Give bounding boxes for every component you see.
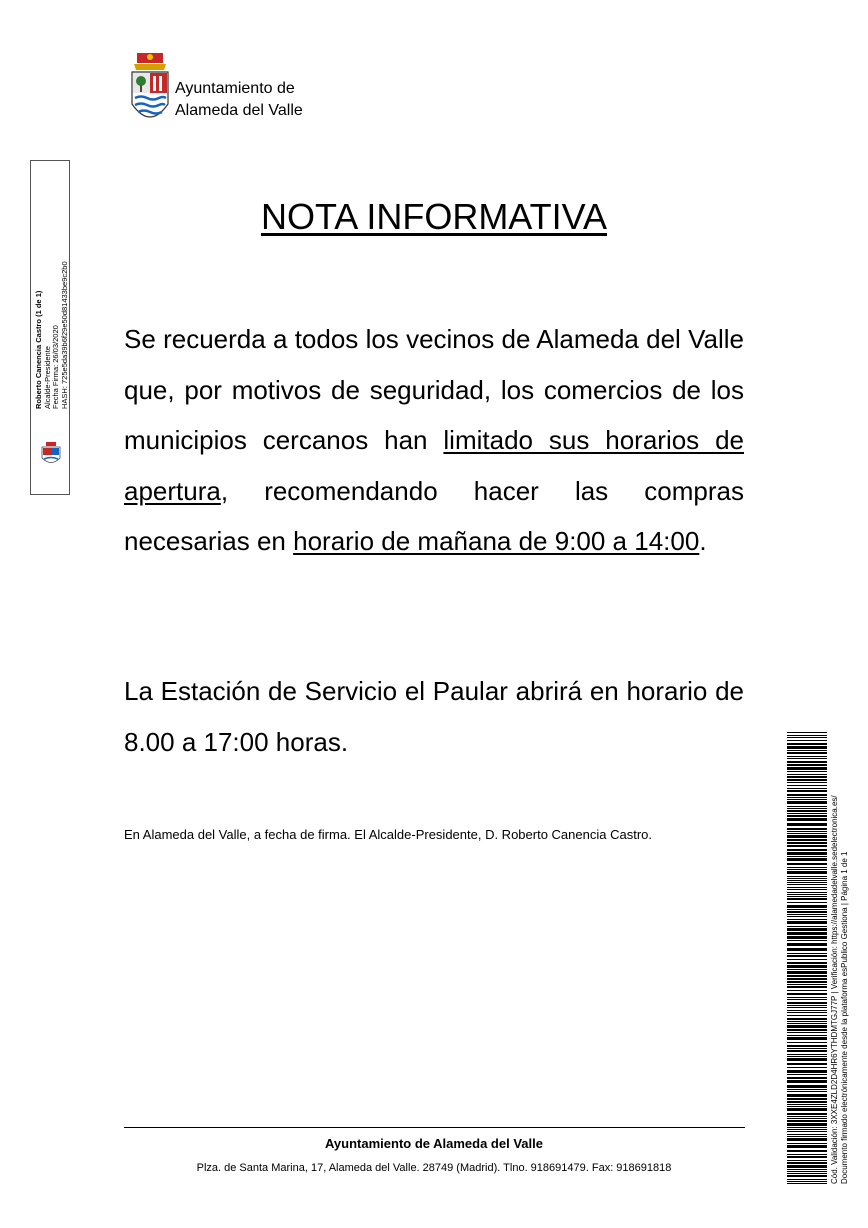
barcode-bar: [787, 1067, 827, 1068]
barcode-bar: [787, 871, 827, 874]
org-name: [175, 78, 303, 122]
barcode-bar: [787, 1131, 827, 1132]
barcode-bar: [787, 1183, 827, 1184]
barcode-bar: [787, 735, 827, 736]
barcode-bar: [787, 876, 827, 877]
barcode: [787, 732, 827, 1184]
barcode-bar: [787, 1160, 827, 1161]
barcode-bar: [787, 1085, 827, 1088]
barcode-bar: [787, 1175, 827, 1177]
barcode-bar: [787, 969, 827, 970]
barcode-bar: [787, 892, 827, 893]
barcode-bar: [787, 1056, 827, 1057]
barcode-bar: [787, 782, 827, 783]
document-title: NOTA INFORMATIVA: [260, 196, 607, 237]
barcode-bar: [787, 1171, 827, 1172]
barcode-bar: [787, 833, 827, 834]
barcode-bar: [787, 1091, 827, 1092]
barcode-bar: [787, 1018, 827, 1020]
barcode-bar: [787, 737, 827, 738]
barcode-bar: [787, 758, 827, 759]
signature-date: Fecha Firma: 26/03/2020: [51, 325, 60, 409]
barcode-bar: [787, 1118, 827, 1119]
barcode-bar: [787, 1162, 827, 1164]
barcode-bar: [787, 1113, 827, 1115]
barcode-bar: [787, 1143, 827, 1144]
municipal-logo: [128, 52, 348, 132]
barcode-bar: [787, 863, 827, 865]
barcode-bar: [787, 828, 827, 830]
signer-role: Alcalde-Presidente: [42, 346, 52, 409]
barcode-bar: [787, 932, 827, 935]
barcode-bar: [787, 867, 827, 868]
barcode-bar: [787, 984, 827, 985]
barcode-bar: [787, 1023, 827, 1024]
validation-text: [830, 724, 849, 1184]
barcode-bar: [787, 1134, 827, 1135]
barcode-bar: [787, 1029, 827, 1031]
barcode-bar: [787, 785, 827, 786]
barcode-bar: [787, 1063, 827, 1065]
barcode-bar: [787, 909, 827, 910]
barcode-bar: [787, 1010, 827, 1011]
barcode-bar: [787, 928, 827, 931]
barcode-bar: [787, 981, 827, 983]
barcode-bar: [787, 732, 827, 733]
barcode-bar: [787, 1070, 827, 1073]
barcode-bar: [787, 1123, 827, 1126]
barcode-bar: [787, 1050, 827, 1052]
morning-hours-emphasis: horario de mañana de 9:00 a 14:00: [293, 526, 700, 556]
barcode-bar: [787, 1042, 827, 1043]
barcode-bar: [787, 943, 827, 946]
notice-text: Se recuerda a todos los vecinos de Alameda del Valle que, por motivos de seguridad, los comercios de los municipios cercanos han: [124, 324, 744, 455]
barcode-bar: [787, 1181, 827, 1182]
barcode-bar: [787, 823, 827, 826]
barcode-bar: [787, 926, 827, 927]
barcode-bar: [787, 1025, 827, 1028]
barcode-bar: [787, 940, 827, 941]
footer-address: Plza. de Santa Marina, 17, Alameda del Valle. 28749 (Madrid). Tlno. 918691479. Fax: 918691818: [196, 1162, 672, 1174]
barcode-bar: [787, 884, 827, 885]
barcode-bar: [787, 902, 827, 903]
barcode-bar: [787, 978, 827, 980]
barcode-bar: [787, 788, 827, 789]
barcode-bar: [787, 835, 827, 838]
closing-paragraph: En Alameda del Valle, a fecha de firma. El Alcalde-Presidente, D. Roberto Canencia Castro.: [124, 827, 652, 842]
barcode-bar: [787, 797, 827, 798]
barcode-bar: [787, 999, 827, 1000]
barcode-bar: [787, 1002, 827, 1004]
barcode-bar: [787, 752, 827, 754]
barcode-bar: [787, 1077, 827, 1079]
footer-divider: [124, 1127, 745, 1128]
barcode-bar: [787, 767, 827, 770]
barcode-bar: [787, 1101, 827, 1103]
barcode-bar: [787, 743, 827, 745]
validation-code: Cód. Validación: 3XXE4ZLD2D4HR6YTHDMTGJ77P | Verificación: https://alamedadelvalle.sedelectronica.es/: [830, 795, 839, 1184]
barcode-bar: [787, 959, 827, 960]
barcode-bar: [787, 971, 827, 974]
barcode-bar: [787, 911, 827, 913]
barcode-bar: [787, 1145, 827, 1148]
barcode-bar: [787, 869, 827, 870]
barcode-bar: [787, 849, 827, 851]
barcode-bar: [787, 1045, 827, 1047]
notice-paragraph: [124, 314, 744, 567]
barcode-bar: [787, 1129, 827, 1130]
barcode-bar: [787, 776, 827, 778]
barcode-bar: [787, 842, 827, 844]
barcode-bar: [787, 856, 827, 857]
coat-of-arms-icon: [128, 52, 172, 130]
barcode-bar: [787, 990, 827, 991]
barcode-bar: [787, 887, 827, 888]
barcode-bar: [787, 1094, 827, 1097]
barcode-bar: [787, 1127, 827, 1128]
barcode-bar: [787, 1104, 827, 1105]
barcode-bar: [787, 882, 827, 883]
barcode-bar: [787, 878, 827, 879]
barcode-bar: [787, 815, 827, 817]
barcode-bar: [787, 1165, 827, 1168]
barcode-bar: [787, 1120, 827, 1122]
barcode-bar: [787, 1037, 827, 1040]
barcode-bar: [787, 1015, 827, 1016]
barcode-bar: [787, 1054, 827, 1055]
barcode-bar: [787, 1005, 827, 1006]
barcode-bar: [787, 1154, 827, 1155]
barcode-bar: [787, 919, 827, 920]
barcode-bar: [787, 986, 827, 988]
barcode-bar: [787, 813, 827, 814]
barcode-bar: [787, 1058, 827, 1061]
barcode-bar: [787, 810, 827, 812]
barcode-bar: [787, 1179, 827, 1180]
signature-hash: HASH: 725e5da39b6f29e50d81433be9c2b0: [59, 261, 69, 409]
barcode-bar: [787, 845, 827, 847]
barcode-bar: [787, 894, 827, 895]
notice-text-middle: , recomendando hacer las compras necesarias en: [124, 475, 744, 556]
barcode-bar: [787, 1048, 827, 1049]
notice-text-end: .: [699, 526, 707, 556]
gas-station-paragraph: La Estación de Servicio el Paular abrirá en horario de 8.00 a 17:00 horas.: [124, 676, 744, 757]
barcode-bar: [787, 774, 827, 775]
barcode-bar: [787, 993, 827, 995]
barcode-bar: [787, 756, 827, 757]
barcode-bar: [787, 1032, 827, 1033]
barcode-bar: [787, 916, 827, 917]
barcode-bar: [787, 799, 827, 800]
barcode-bar: [787, 1116, 827, 1117]
barcode-bar: [787, 1156, 827, 1158]
barcode-bar: [787, 955, 827, 957]
barcode-bar: [787, 1089, 827, 1090]
barcode-bar: [787, 953, 827, 954]
barcode-bar: [787, 1169, 827, 1170]
barcode-bar: [787, 761, 827, 763]
org-name-line1: Ayuntamiento de: [175, 80, 295, 97]
signature-text: [35, 79, 69, 409]
coat-of-arms-icon: [38, 441, 64, 467]
signer-name: Roberto Canencia Castro (1 de 1): [34, 290, 43, 409]
barcode-bar: [787, 801, 827, 804]
barcode-bar: [787, 1080, 827, 1083]
barcode-bar: [787, 1173, 827, 1174]
barcode-bar: [787, 794, 827, 796]
platform-note: Documento firmado electrónicamente desde la plataforma esPublico Gestiona | Página 1 de 1: [839, 851, 849, 1184]
barcode-bar: [787, 1012, 827, 1013]
org-name-line2: Alameda del Valle: [175, 102, 303, 119]
barcode-bar: [787, 898, 827, 900]
barcode-bar: [787, 1007, 827, 1008]
barcode-bar: [787, 1138, 827, 1141]
barcode-bar: [787, 936, 827, 939]
barcode-bar: [787, 764, 827, 766]
barcode-bar: [787, 808, 827, 809]
barcode-bar: [787, 948, 827, 951]
barcode-bar: [787, 1106, 827, 1107]
barcode-bar: [787, 806, 827, 807]
barcode-bar: [787, 880, 827, 881]
barcode-bar: [787, 965, 827, 968]
barcode-bar: [787, 921, 827, 924]
barcode-bar: [787, 839, 827, 841]
barcode-bar: [787, 1150, 827, 1152]
barcode-bar: [787, 740, 827, 741]
barcode-bar: [787, 831, 827, 832]
barcode-bar: [787, 818, 827, 821]
barcode-bar: [787, 896, 827, 897]
barcode-bar: [787, 1021, 827, 1022]
barcode-bar: [787, 962, 827, 964]
barcode-bar: [787, 1098, 827, 1100]
barcode-bar: [787, 1074, 827, 1075]
barcode-bar: [787, 1108, 827, 1111]
footer-org-name: Ayuntamiento de Alameda del Valle: [325, 1136, 543, 1151]
barcode-bar: [787, 771, 827, 772]
limited-hours-emphasis: limitado sus horarios de apertura: [124, 425, 744, 506]
barcode-bar: [787, 997, 827, 998]
barcode-bar: [787, 889, 827, 890]
barcode-bar: [787, 975, 827, 977]
barcode-bar: [787, 750, 827, 751]
barcode-bar: [787, 1035, 827, 1036]
barcode-bar: [787, 746, 827, 749]
barcode-bar: [787, 852, 827, 855]
barcode-bar: [787, 779, 827, 781]
barcode-bar: [787, 790, 827, 792]
barcode-bar: [787, 905, 827, 908]
barcode-bar: [787, 1136, 827, 1137]
barcode-bar: [787, 914, 827, 915]
barcode-bar: [787, 858, 827, 861]
